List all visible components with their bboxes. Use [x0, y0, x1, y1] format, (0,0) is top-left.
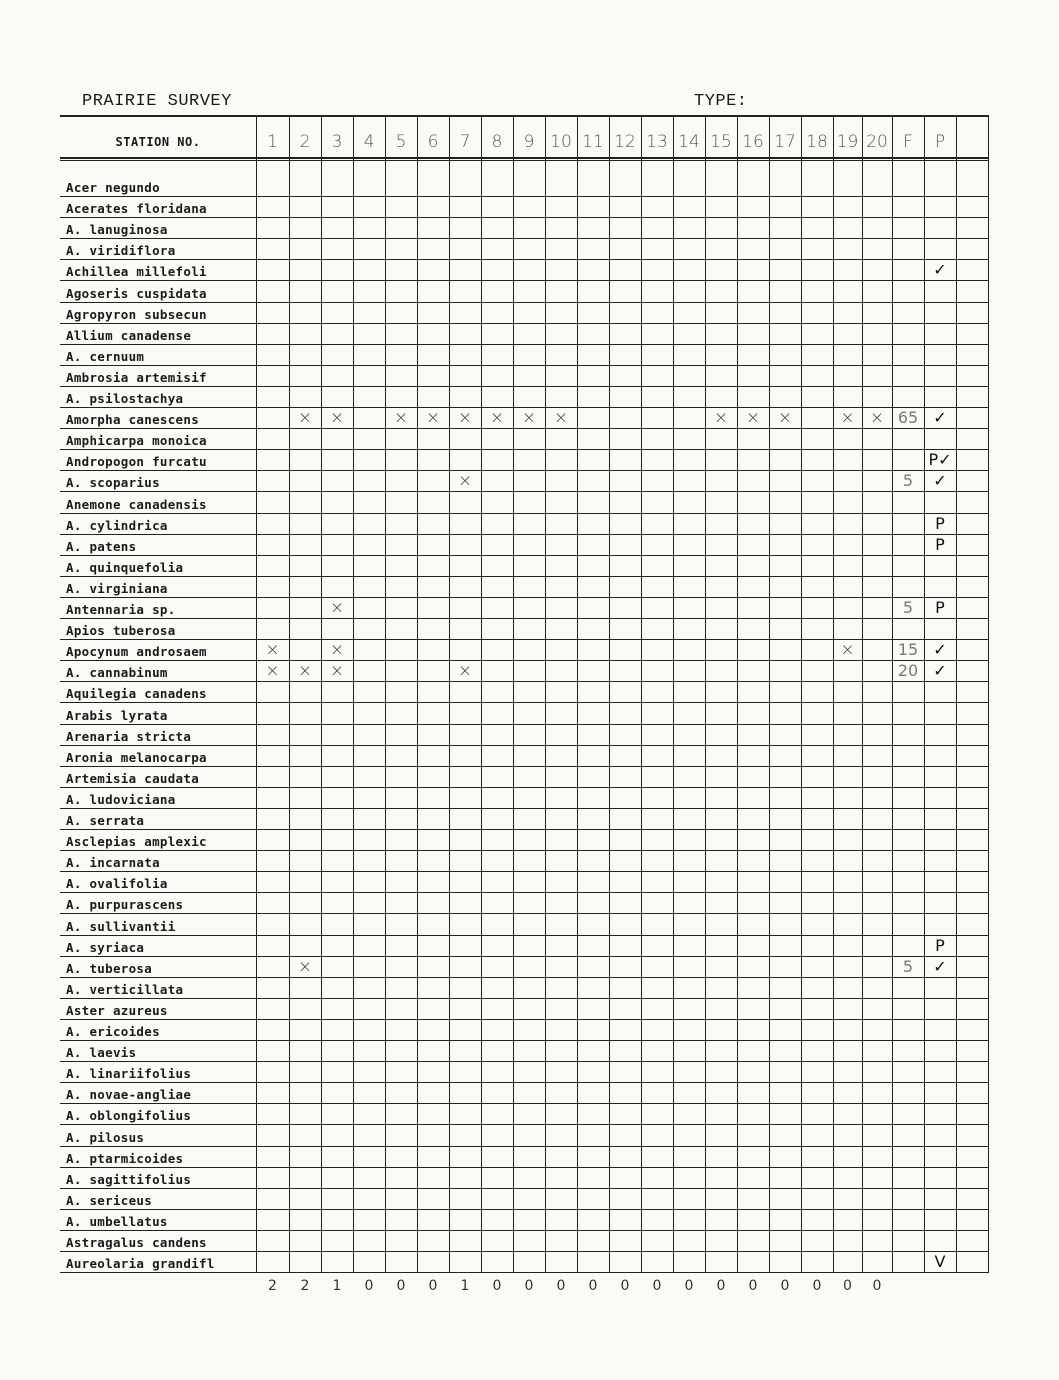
type-label: TYPE: — [694, 92, 748, 111]
row-divider — [60, 618, 989, 619]
species-name: A. ptarmicoides — [66, 1151, 184, 1166]
row-divider — [60, 1272, 989, 1273]
column-tally: 0 — [652, 1278, 662, 1294]
column-tally: 0 — [812, 1278, 822, 1294]
species-name: A. novae-angliae — [66, 1087, 192, 1102]
column-tally: 2 — [268, 1278, 277, 1294]
survey-mark: P — [935, 598, 945, 617]
species-name: Amphicarpa monoica — [66, 433, 207, 448]
row-divider — [60, 808, 989, 809]
row-divider — [60, 513, 989, 514]
row-divider — [60, 386, 989, 387]
row-divider — [60, 681, 989, 682]
column-header: 19 — [836, 132, 859, 152]
column-divider — [353, 115, 354, 1272]
species-name: Antennaria sp. — [66, 602, 176, 617]
row-divider — [60, 344, 989, 345]
survey-mark: × — [265, 661, 280, 681]
column-divider — [862, 115, 863, 1272]
row-divider — [60, 534, 989, 535]
row-divider — [60, 280, 989, 281]
column-header: P — [934, 132, 946, 152]
survey-mark: × — [457, 471, 473, 491]
column-tally: 0 — [872, 1278, 882, 1294]
row-divider — [60, 365, 989, 366]
row-divider — [60, 1146, 989, 1147]
species-name: Anemone canadensis — [66, 497, 207, 512]
species-name: A. laevis — [66, 1045, 137, 1060]
species-name: A. sericeus — [66, 1193, 153, 1208]
column-divider — [673, 115, 674, 1272]
survey-mark: × — [521, 408, 537, 428]
row-divider — [60, 428, 989, 429]
survey-mark: 65 — [897, 408, 919, 427]
column-tally: 0 — [620, 1278, 630, 1294]
survey-mark: × — [553, 408, 569, 428]
survey-mark: × — [265, 640, 280, 660]
survey-mark: × — [297, 408, 313, 428]
column-divider — [988, 115, 989, 1272]
survey-mark: × — [329, 661, 345, 681]
survey-mark: × — [297, 957, 313, 977]
column-header: 16 — [742, 132, 764, 152]
species-name: A. cernuum — [66, 349, 145, 364]
species-name: A. ludoviciana — [66, 792, 176, 807]
species-name: A. serrata — [66, 813, 145, 828]
species-name: Acerates floridana — [66, 201, 207, 216]
species-name: A. incarnata — [66, 855, 160, 870]
column-tally: 0 — [748, 1278, 758, 1294]
column-divider — [956, 115, 957, 1272]
column-divider — [449, 115, 450, 1272]
survey-mark: × — [869, 408, 885, 428]
row-divider — [60, 850, 989, 851]
row-divider — [60, 259, 989, 260]
column-header: 7 — [459, 132, 471, 152]
row-divider — [60, 702, 989, 703]
survey-mark: ✓ — [933, 640, 947, 659]
column-tally: 0 — [780, 1278, 790, 1294]
column-header: 13 — [646, 132, 668, 152]
column-divider — [417, 115, 418, 1272]
column-header: 8 — [491, 132, 503, 152]
row-divider — [60, 787, 989, 788]
row-divider — [60, 998, 989, 999]
column-header: 14 — [678, 132, 700, 152]
species-name: A. patens — [66, 539, 137, 554]
species-name: A. purpurascens — [66, 897, 184, 912]
column-header: 12 — [614, 132, 636, 152]
species-name: Amorpha canescens — [66, 412, 200, 427]
survey-mark: ✓ — [933, 260, 947, 279]
row-divider — [60, 1082, 989, 1083]
species-name: A. scoparius — [66, 475, 160, 490]
column-divider — [481, 115, 482, 1272]
survey-mark: P — [935, 936, 945, 955]
row-divider — [60, 1188, 989, 1189]
survey-mark: 5 — [902, 598, 914, 617]
column-tally: 0 — [684, 1278, 694, 1294]
column-tally: 0 — [556, 1278, 566, 1294]
species-name: A. lanuginosa — [66, 222, 168, 237]
species-name: Apocynum androsaem — [66, 644, 207, 659]
row-divider — [60, 724, 989, 725]
column-divider — [769, 115, 770, 1272]
species-name: Ambrosia artemisif — [66, 370, 207, 385]
column-tally: 0 — [843, 1278, 852, 1294]
species-name: Achillea millefoli — [66, 264, 207, 279]
column-divider — [289, 115, 290, 1272]
survey-mark: 5 — [902, 957, 914, 976]
column-tally: 0 — [428, 1278, 438, 1294]
species-name: Aronia melanocarpa — [66, 750, 207, 765]
column-header: 10 — [550, 132, 572, 152]
header-double-rule — [60, 160, 989, 161]
column-divider — [321, 115, 322, 1272]
column-tally: 1 — [332, 1278, 342, 1294]
row-divider — [60, 1251, 989, 1252]
column-divider — [705, 115, 706, 1272]
page-title: PRAIRIE SURVEY — [82, 92, 232, 111]
survey-mark: P✓ — [928, 450, 952, 469]
species-name: Arenaria stricta — [66, 729, 192, 744]
species-name: A. ovalifolia — [66, 876, 168, 891]
row-divider — [60, 597, 989, 598]
species-name: A. cylindrica — [66, 518, 168, 533]
column-divider — [545, 115, 546, 1272]
row-divider — [60, 1061, 989, 1062]
species-name: Arabis lyrata — [66, 708, 168, 723]
survey-mark: × — [457, 408, 473, 428]
species-name: Aster azureus — [66, 1003, 168, 1018]
survey-mark: 20 — [897, 661, 919, 680]
row-divider — [60, 935, 989, 936]
survey-mark: ✓ — [933, 957, 947, 976]
species-name: Asclepias amplexic — [66, 834, 207, 849]
header-top-rule — [60, 115, 989, 117]
row-divider — [60, 238, 989, 239]
species-name: Aureolaria grandifl — [66, 1256, 215, 1271]
row-divider — [60, 829, 989, 830]
column-header: 20 — [866, 132, 888, 152]
column-divider — [385, 115, 386, 1272]
column-tally: 0 — [588, 1278, 598, 1294]
survey-mark: ✓ — [933, 661, 947, 680]
species-name: Apios tuberosa — [66, 623, 176, 638]
survey-mark: 15 — [897, 640, 919, 659]
survey-mark: × — [297, 661, 313, 681]
column-divider — [737, 115, 738, 1272]
row-divider — [60, 1103, 989, 1104]
column-header: 1 — [267, 132, 278, 152]
column-header: 15 — [710, 132, 732, 152]
station-label: STATION NO. — [115, 135, 201, 149]
survey-mark: × — [777, 408, 793, 428]
survey-mark: 5 — [902, 471, 914, 490]
column-tally: 0 — [396, 1278, 406, 1294]
row-divider — [60, 660, 989, 661]
survey-mark: × — [425, 408, 441, 428]
row-divider — [60, 1167, 989, 1168]
survey-mark: P — [935, 535, 945, 554]
row-divider — [60, 892, 989, 893]
row-divider — [60, 1209, 989, 1210]
row-divider — [60, 323, 989, 324]
species-name: A. syriaca — [66, 940, 145, 955]
species-name: Acer negundo — [66, 180, 160, 195]
species-name: A. tuberosa — [66, 961, 153, 976]
survey-mark: × — [489, 408, 505, 428]
header-bottom-rule — [60, 157, 989, 159]
species-name: A. pilosus — [66, 1130, 145, 1145]
row-divider — [60, 449, 989, 450]
row-divider — [60, 766, 989, 767]
column-header: 3 — [331, 132, 343, 152]
survey-mark: ✓ — [933, 471, 947, 490]
species-name: A. oblongifolius — [66, 1108, 192, 1123]
species-name: A. sagittifolius — [66, 1172, 192, 1187]
column-header: 9 — [523, 132, 535, 152]
row-divider — [60, 491, 989, 492]
row-divider — [60, 302, 989, 303]
column-header: 2 — [299, 132, 311, 152]
row-divider — [60, 470, 989, 471]
species-name: A. verticillata — [66, 982, 184, 997]
survey-mark: × — [329, 598, 345, 618]
column-tally: 0 — [716, 1278, 726, 1294]
column-divider — [892, 115, 893, 1272]
row-divider — [60, 576, 989, 577]
survey-mark: × — [457, 661, 473, 681]
species-name: Agoseris cuspidata — [66, 286, 207, 301]
species-name: A. psilostachya — [66, 391, 184, 406]
row-divider — [60, 196, 989, 197]
column-header: 6 — [427, 132, 439, 152]
survey-mark: × — [393, 408, 409, 428]
column-header: 17 — [774, 132, 796, 152]
survey-mark: × — [745, 408, 761, 428]
survey-mark: V — [934, 1252, 946, 1271]
column-divider — [577, 115, 578, 1272]
column-header: 5 — [395, 132, 407, 152]
survey-mark: × — [329, 640, 345, 660]
survey-mark: × — [329, 408, 345, 428]
species-name: A. linariifolius — [66, 1066, 192, 1081]
row-divider — [60, 977, 989, 978]
row-divider — [60, 1019, 989, 1020]
species-name: A. viridiflora — [66, 243, 176, 258]
species-name: Aquilegia canadens — [66, 686, 207, 701]
column-divider — [924, 115, 925, 1272]
species-name: Astragalus candens — [66, 1235, 207, 1250]
row-divider — [60, 913, 989, 914]
row-divider — [60, 871, 989, 872]
row-divider — [60, 555, 989, 556]
column-tally: 2 — [300, 1278, 310, 1294]
column-divider — [641, 115, 642, 1272]
species-name: Artemisia caudata — [66, 771, 200, 786]
column-header: 4 — [363, 132, 375, 152]
column-tally: 0 — [492, 1278, 502, 1294]
species-name: Andropogon furcatu — [66, 454, 207, 469]
row-divider — [60, 217, 989, 218]
survey-mark: × — [713, 408, 729, 428]
column-tally: 0 — [364, 1278, 374, 1294]
column-divider — [801, 115, 802, 1272]
species-name: A. cannabinum — [66, 665, 168, 680]
row-divider — [60, 745, 989, 746]
species-name: A. ericoides — [66, 1024, 160, 1039]
species-name: A. quinquefolia — [66, 560, 184, 575]
row-divider — [60, 1230, 989, 1231]
row-divider — [60, 956, 989, 957]
species-name: A. sullivantii — [66, 919, 176, 934]
row-divider — [60, 1124, 989, 1125]
survey-mark: ✓ — [933, 408, 947, 427]
row-divider — [60, 1040, 989, 1041]
column-divider — [513, 115, 514, 1272]
species-name: A. virginiana — [66, 581, 168, 596]
survey-mark: P — [935, 514, 945, 533]
column-header: 11 — [582, 132, 604, 152]
column-header: F — [903, 132, 913, 152]
survey-mark: × — [840, 640, 855, 660]
species-name: Agropyron subsecun — [66, 307, 207, 322]
column-divider — [609, 115, 610, 1272]
species-name: A. umbellatus — [66, 1214, 168, 1229]
survey-mark: × — [840, 408, 855, 428]
species-name: Allium canadense — [66, 328, 192, 343]
column-divider — [256, 115, 257, 1272]
column-tally: 1 — [460, 1278, 470, 1294]
column-tally: 0 — [524, 1278, 534, 1294]
column-divider — [833, 115, 834, 1272]
column-header: 18 — [806, 132, 828, 152]
